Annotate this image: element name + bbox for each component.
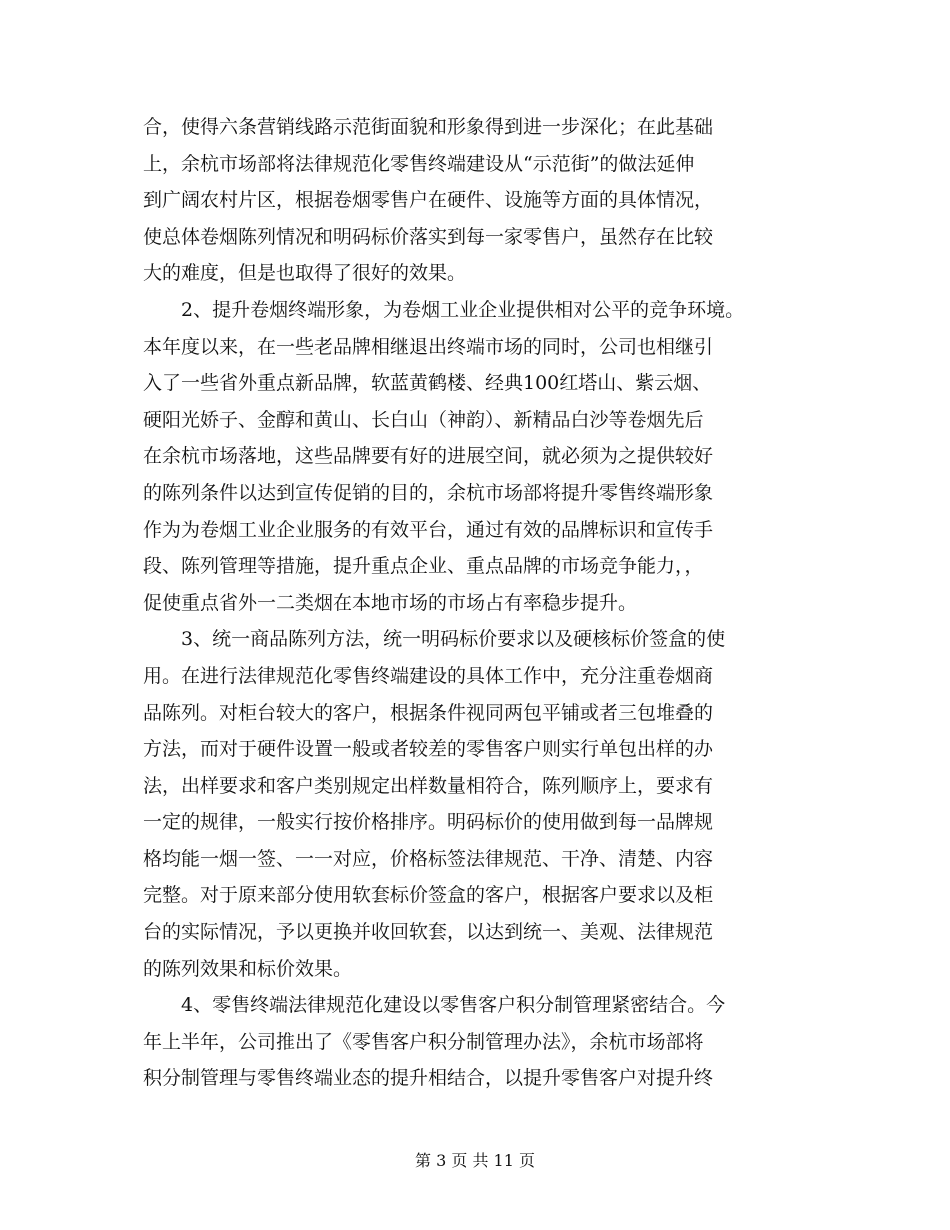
text-line: 作为为卷烟工业企业服务的有效平台，通过有效的品牌标识和宣传手 [143, 518, 714, 541]
text-line: 台的实际情况，予以更换并收回软套，以达到统一、美观、法律规范 [143, 921, 714, 944]
text-line: 硬阳光娇子、金醇和黄山、长白山（神韵）、新精品白沙等卷烟先后 [143, 408, 704, 431]
text-line: 年上半年，公司推出了《零售客户积分制管理办法》，余杭市场部将 [143, 1030, 704, 1053]
text-line: 用。在进行法律规范化零售终端建设的具体工作中，充分注重卷烟商 [143, 664, 714, 687]
text-line: 格均能一烟一签、一一对应，价格标签法律规范、干净、清楚、内容 [143, 847, 714, 870]
text-line: 到广阔农村片区，根据卷烟零售户在硬件、设施等方面的具体情况， [143, 189, 714, 212]
text-line: 入了一些省外重点新品牌，软蓝黄鹤楼、经典100红塔山、紫云烟、 [143, 372, 712, 395]
text-line: 促使重点省外一二类烟在本地市场的市场占有率稳步提升。 [143, 591, 638, 614]
text-line: 一定的规律，一般实行按价格排序。明码标价的使用做到每一品牌规 [143, 811, 714, 834]
text-line: 合，使得六条营销线路示范街面貌和形象得到进一步深化；在此基础 [143, 116, 714, 138]
text-line: 的陈列效果和标价效果。 [143, 957, 353, 980]
text-line: 3、统一商品陈列方法，统一明码标价要求以及硬核标价签盒的使 [143, 628, 726, 651]
text-line: 本年度以来，在一些老品牌相继退出终端市场的同时，公司也相继引 [143, 335, 714, 358]
text-line: 的陈列条件以达到宣传促销的目的，余杭市场部将提升零售终端形象 [143, 481, 714, 504]
text-line: 2、提升卷烟终端形象，为卷烟工业企业提供相对公平的竞争环境。 [143, 298, 745, 321]
text-line: 完整。对于原来部分使用软套标价签盒的客户，根据客户要求以及柜 [143, 884, 714, 907]
text-line: 大的难度，但是也取得了很好的效果。 [143, 262, 467, 285]
text-line: 在余杭市场落地，这些品牌要有好的进展空间，就必须为之提供较好 [143, 445, 714, 468]
text-line: 方法，而对于硬件设置一般或者较差的零售客户则实行单包出样的办 [143, 738, 714, 761]
text-line: 段、陈列管理等措施，提升重点企业、重点品牌的市场竞争能力，， [143, 555, 704, 578]
text-line: 4、零售终端法律规范化建设以零售客户积分制管理紧密结合。今 [143, 994, 726, 1017]
text-line: 使总体卷烟陈列情况和明码标价落实到每一家零售户，虽然存在比较 [143, 225, 714, 248]
text-line: 积分制管理与零售终端业态的提升相结合，以提升零售客户对提升终 [143, 1067, 714, 1090]
text-line: 品陈列。对柜台较大的客户，根据条件视同两包平铺或者三包堆叠的 [143, 701, 714, 724]
text-line: 上，余杭市场部将法律规范化零售终端建设从“示范街”的做法延伸 [143, 152, 695, 175]
body-text [143, 109, 823, 1097]
text-line: 法，出样要求和客户类别规定出样数量相符合，陈列顺序上，要求有 [143, 774, 714, 797]
page-footer: 第 3 页 共 11 页 [415, 1151, 535, 1170]
